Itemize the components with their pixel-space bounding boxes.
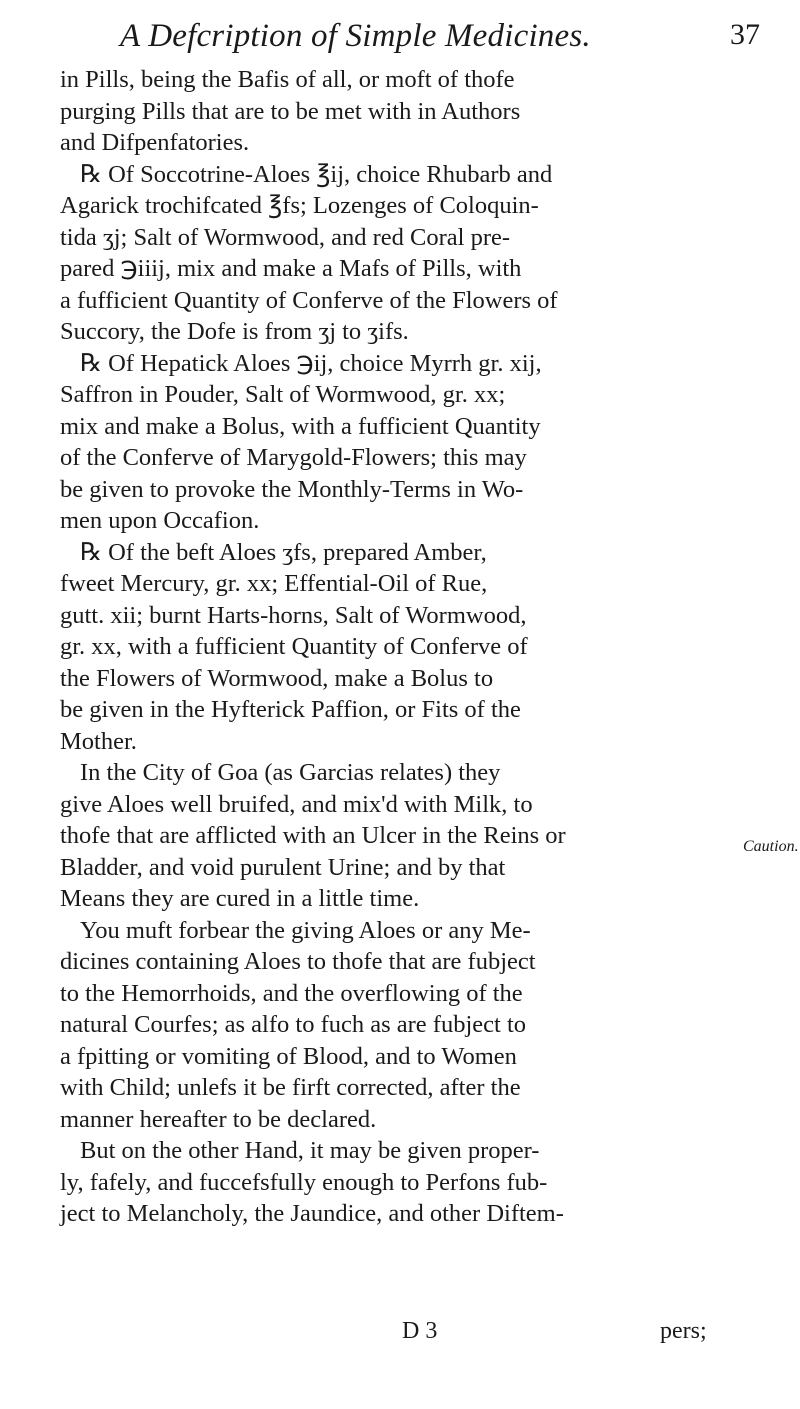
text-line: natural Courfes; as alfo to fuch as are fubject to xyxy=(60,1011,527,1038)
text-line: and Difpenfatories. xyxy=(60,129,250,156)
text-line: Agarick trochifcated ℥fs; Lozenges of Coloquin- xyxy=(60,192,539,219)
text-line: In the City of Goa (as Garcias relates) they xyxy=(80,759,501,786)
text-line: gr. xx, with a fufficient Quantity of Conferve of xyxy=(60,633,528,660)
text-line: pared ℈iiij, mix and make a Mafs of Pills, with xyxy=(60,255,522,282)
text-line: Mother. xyxy=(60,727,137,755)
text-line: ℞ Of Soccotrine-Aloes ℥ij, choice Rhubarb and xyxy=(80,160,553,188)
text-line: in Pills, being the Bafis of all, or moft of thofe xyxy=(60,66,515,93)
signature-mark: D 3 xyxy=(402,1318,438,1344)
text-line: mix and make a Bolus, with a fufficient Quantity xyxy=(60,412,541,440)
text-line: purging Pills that are to be met with in Authors xyxy=(60,97,521,125)
body-text xyxy=(60,64,750,1230)
text-line: fweet Mercury, gr. xx; Effential-Oil of Rue, xyxy=(60,570,488,597)
text-line: to the Hemorrhoids, and the overflowing of the xyxy=(60,979,523,1007)
page-number: 37 xyxy=(730,18,760,51)
text-line: a fpitting or vomiting of Blood, and to Women xyxy=(60,1042,517,1070)
text-line: of the Conferve of Marygold-Flowers; this may xyxy=(60,444,527,471)
text-line: You muft forbear the giving Aloes or any Me- xyxy=(80,916,531,944)
catchword: pers; xyxy=(660,1318,707,1344)
margin-note-caution: Caution. xyxy=(743,838,799,855)
text-line: tida ʒj; Salt of Wormwood, and red Coral pre- xyxy=(60,223,511,251)
page-header xyxy=(60,18,760,68)
text-line: be given to provoke the Monthly-Terms in Wo- xyxy=(60,475,524,503)
text-line: manner hereafter to be declared. xyxy=(60,1105,377,1133)
text-line: Succory, the Dofe is from ʒj to ʒifs. xyxy=(60,318,409,345)
text-line: But on the other Hand, it may be given proper- xyxy=(80,1137,540,1164)
running-head: A Defcription of Simple Medicines. xyxy=(120,18,591,54)
text-line: Means they are cured in a little time. xyxy=(60,885,420,912)
text-line: ject to Melancholy, the Jaundice, and other Diftem- xyxy=(60,1200,564,1227)
text-line: be given in the Hyfterick Paffion, or Fits of the xyxy=(60,696,521,723)
text-line: Bladder, and void purulent Urine; and by that xyxy=(60,853,506,881)
text-line: ℞ Of Hepatick Aloes ℈ij, choice Myrrh gr. xij, xyxy=(80,349,542,377)
text-line: Saffron in Pouder, Salt of Wormwood, gr. xx; xyxy=(60,381,506,408)
text-line: with Child; unlefs it be firft corrected, after the xyxy=(60,1074,521,1101)
text-line: give Aloes well bruifed, and mix'd with Milk, to xyxy=(60,790,533,818)
text-line: men upon Occafion. xyxy=(60,507,260,534)
text-line: ly, fafely, and fuccefsfully enough to Perfons fub- xyxy=(60,1168,548,1196)
text-line: gutt. xii; burnt Harts-horns, Salt of Wormwood, xyxy=(60,601,527,629)
text-line: the Flowers of Wormwood, make a Bolus to xyxy=(60,664,494,692)
text-line: ℞ Of the beft Aloes ʒfs, prepared Amber, xyxy=(80,538,487,566)
text-line: dicines containing Aloes to thofe that are fubject xyxy=(60,948,536,975)
text-line: thofe that are afflicted with an Ulcer in the Reins or xyxy=(60,822,566,849)
text-line: a fufficient Quantity of Conferve of the Flowers of xyxy=(60,286,558,314)
